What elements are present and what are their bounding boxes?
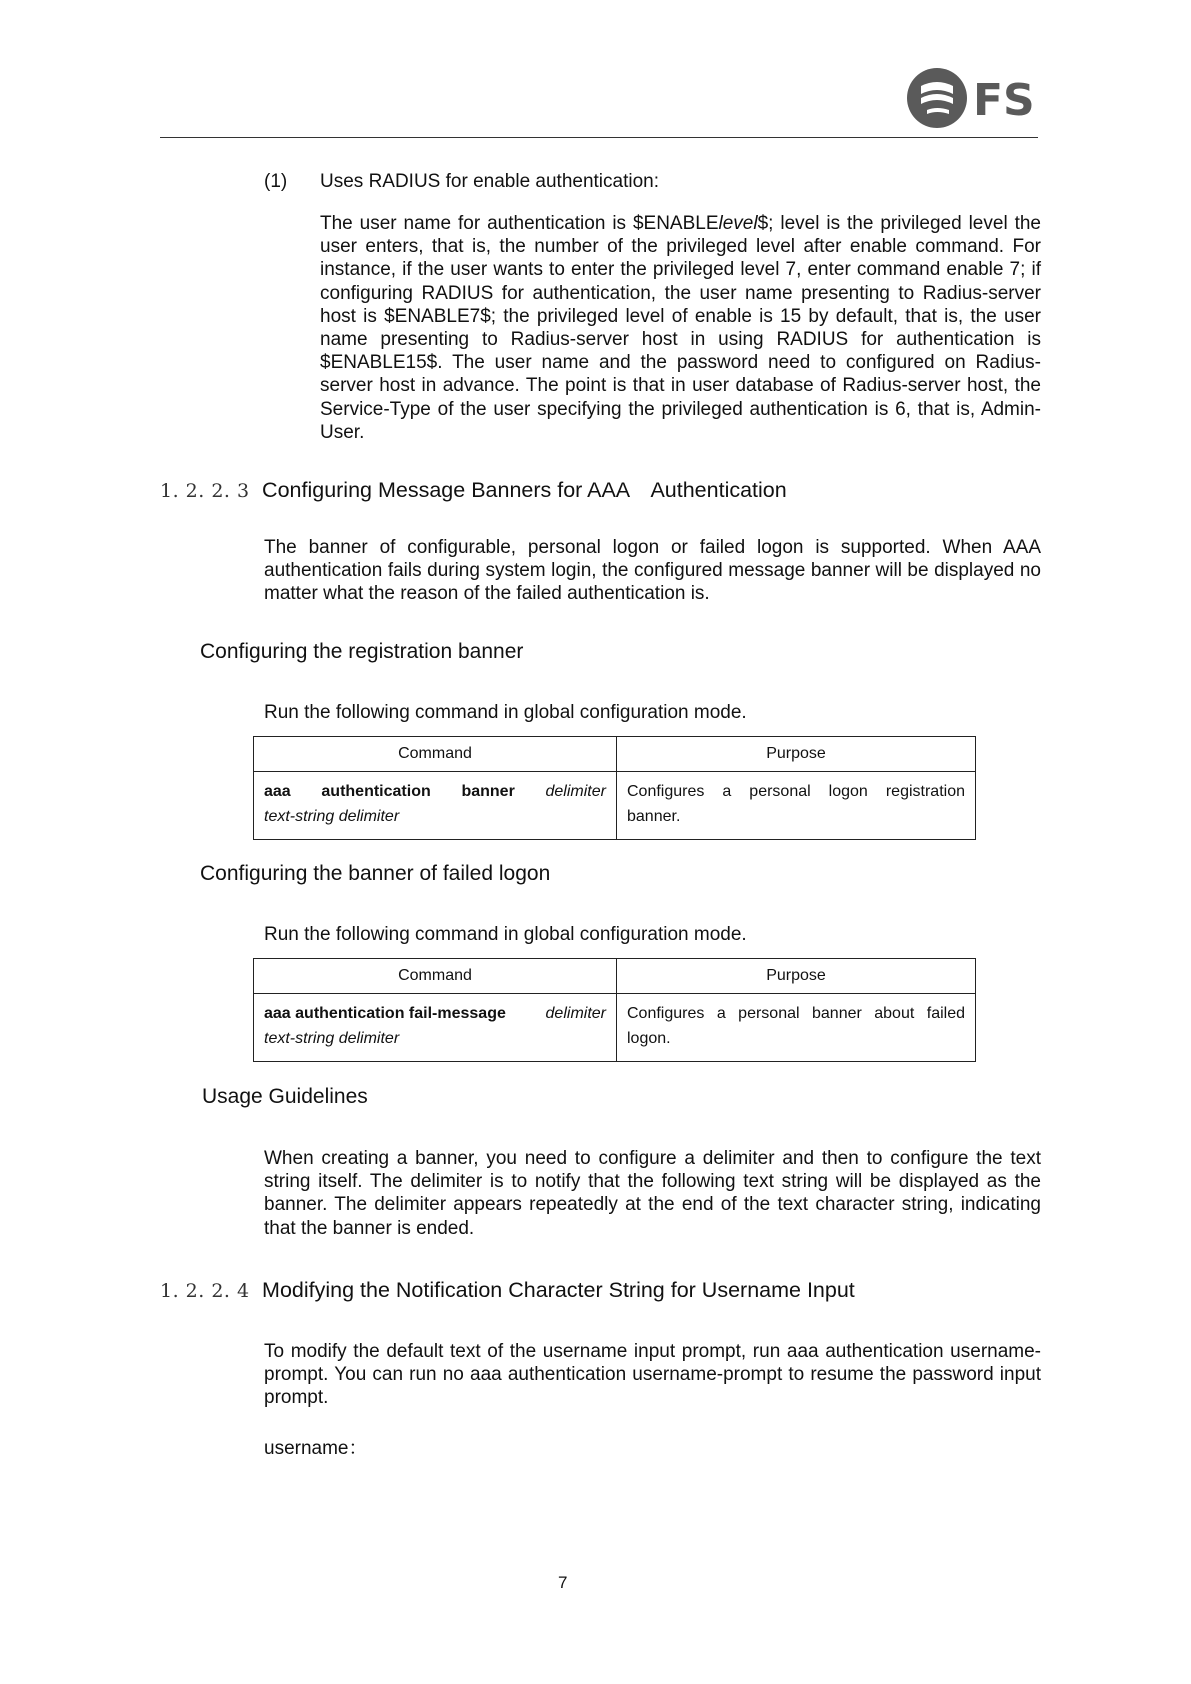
purpose-cell: Configures a personal banner about failed logon.: [617, 994, 976, 1062]
failed-command-table: [253, 958, 976, 1062]
item-number: (1): [264, 171, 288, 192]
col-purpose: Purpose: [617, 959, 976, 994]
section-body: To modify the default text of the username input prompt, run aaa authentication username-prompt. You can run no aaa authentication username-prompt to resume the password input prompt.: [264, 1341, 1041, 1409]
registration-banner-heading: Configuring the registration banner: [200, 640, 524, 663]
command-cell: aaa authentication fail-message delimiter text-string delimiter: [254, 994, 617, 1062]
col-command: Command: [254, 737, 617, 772]
section-heading-1-2-2-4: [160, 1278, 855, 1303]
col-command: Command: [254, 959, 617, 994]
level-italic: level: [718, 213, 758, 234]
fs-logo-mark: [905, 66, 1035, 130]
failed-intro: Run the following command in global configuration mode.: [264, 924, 747, 945]
section-number: 1. 2. 2. 4: [160, 1280, 250, 1302]
table-row: [254, 772, 976, 840]
logo-text: FS: [973, 75, 1035, 126]
registration-command-table: [253, 736, 976, 840]
failed-banner-heading: Configuring the banner of failed logon: [200, 862, 551, 885]
purpose-cell: Configures a personal logon registration banner.: [617, 772, 976, 840]
usage-heading: Usage Guidelines: [202, 1085, 368, 1108]
registration-intro: Run the following command in global configuration mode.: [264, 702, 747, 723]
page-number: 7: [558, 1573, 568, 1592]
section-intro: The banner of configurable, personal logon or failed logon is supported. When AAA authentication fails during system login, the configured message banner will be displayed no matter what the reason of the failed authentication is.: [264, 537, 1041, 605]
item-body: The user name for authentication is $ENABLElevel$; level is the privileged level the user enters, that is, the number of the privileged level after enable command. For instance, if the user wants to enter the privileged level 7, enter command enable 7; if configuring RADIUS for authentication, the user name presenting to Radius-server host is $ENABLE7$; the privileged level of enable is 15 by default, that is, the user name presenting to Radius-server host in using RADIUS for authentication is $ENABLE15$. The user name and the password need to configured on Radius-server host in advance. The point is that in user database of Radius-server host, the Service-Type of the user specifying the privileged authentication is 6, that is, Admin-User.: [320, 213, 1041, 443]
table-row: [254, 994, 976, 1062]
usage-body: When creating a banner, you need to configure a delimiter and then to configure the text string itself. The delimiter is to notify that the following text string will be displayed as the banner. The delimiter appears repeatedly at the end of the text character string, indicating that the banner is ended.: [264, 1148, 1041, 1239]
col-purpose: Purpose: [617, 737, 976, 772]
section-title: Configuring Message Banners for AAA Authentication: [262, 478, 787, 502]
section-title: Modifying the Notification Character String for Username Input: [262, 1278, 855, 1302]
item-title: Uses RADIUS for enable authentication:: [320, 171, 660, 192]
command-cell: aaa authentication banner delimiter text-string delimiter: [254, 772, 617, 840]
username-example: username：: [264, 1438, 368, 1459]
section-heading-1-2-2-3: [160, 473, 787, 504]
section-number: 1. 2. 2. 3: [160, 480, 250, 502]
fs-logo: [905, 66, 1035, 130]
header-rule: [160, 137, 1038, 138]
